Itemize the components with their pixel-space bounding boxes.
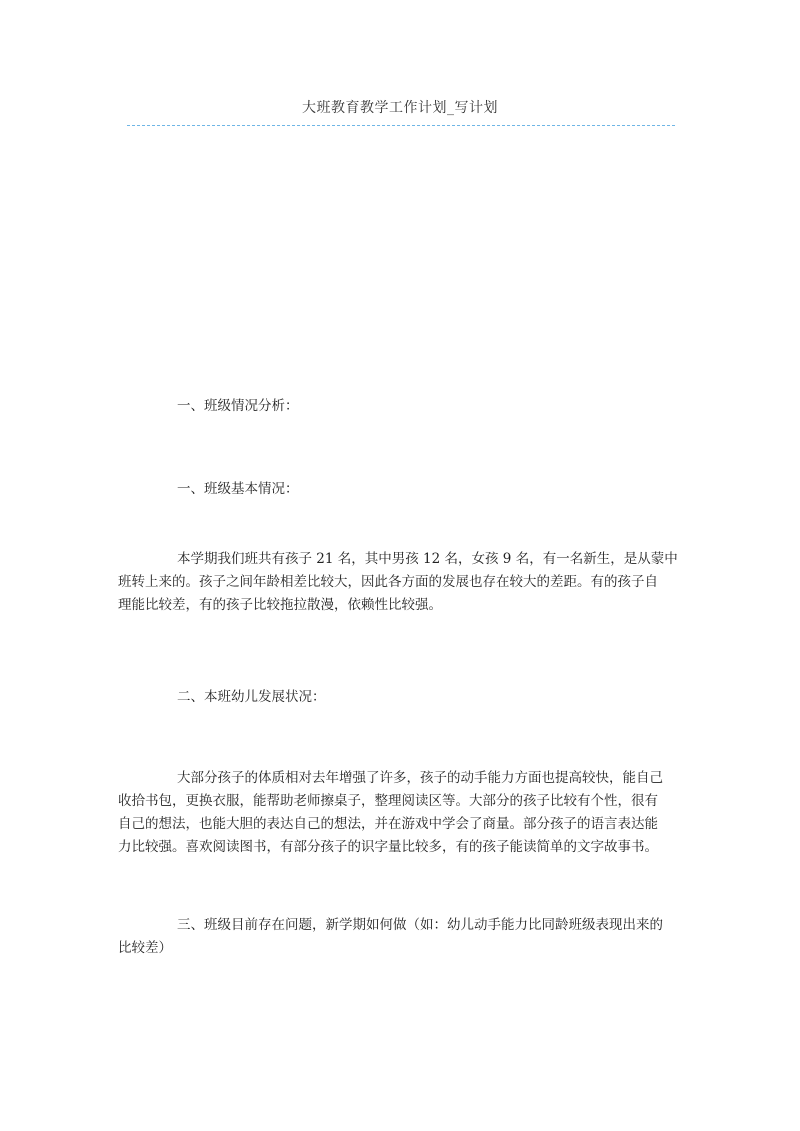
document-title: 大班教育教学工作计划_写计划 xyxy=(302,100,498,116)
paragraph-line: 大部分孩子的体质相对去年增强了许多，孩子的动手能力方面也提高较快，能自己 xyxy=(177,770,663,786)
paragraph-line: 力比较强。喜欢阅读图书，有部分孩子的识字量比较多，有的孩子能读简单的文字故事书。 xyxy=(118,839,658,855)
heading-line: 三、班级目前存在问题，新学期如何做（如：幼儿动手能力比同龄班级表现出来的 xyxy=(177,917,663,933)
paragraph-line: 本学期我们班共有孩子 21 名，其中男孩 12 名，女孩 9 名，有一名新生，是从蒙中 xyxy=(177,551,678,567)
section-heading-class-basics: 一、班级基本情况： xyxy=(177,481,299,497)
section-heading-current-problems xyxy=(118,914,688,960)
section-heading-class-analysis: 一、班级情况分析： xyxy=(177,398,299,414)
paragraph-line: 自己的想法，也能大胆的表达自己的想法，并在游戏中学会了商量。部分孩子的语言表达能 xyxy=(118,816,658,832)
paragraph-line: 理能比较差，有的孩子比较拖拉散漫，依赖性比较强。 xyxy=(118,597,442,613)
paragraph-line: 班转上来的。孩子之间年龄相差比较大，因此各方面的发展也存在较大的差距。有的孩子自 xyxy=(118,574,658,590)
section-heading-child-development: 二、本班幼儿发展状况： xyxy=(177,689,326,705)
paragraph-line: 收拾书包，更换衣服，能帮助老师擦桌子，整理阅读区等。大部分的孩子比较有个性，很有 xyxy=(118,793,658,809)
heading-line: 比较差） xyxy=(118,940,172,956)
paragraph-child-development xyxy=(118,767,688,859)
title-dashed-divider xyxy=(127,125,675,126)
paragraph-class-basics xyxy=(118,548,688,617)
